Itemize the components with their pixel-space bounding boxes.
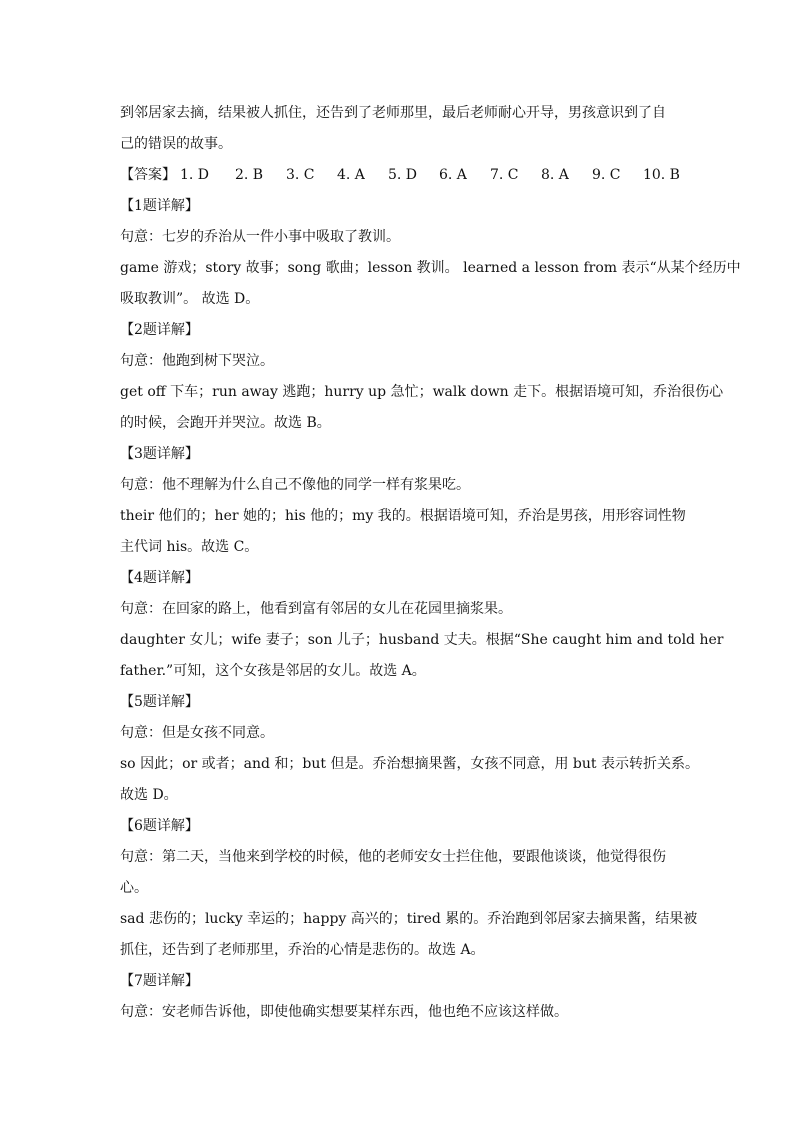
intro-line: 己的错误的故事。 <box>120 136 232 152</box>
section-title: 【2题详解】 <box>120 322 199 338</box>
answer-item: 4. A <box>336 167 365 183</box>
section-title: 【1题详解】 <box>120 198 199 214</box>
section-line: 句意：第二天，当他来到学校的时候，他的老师安女士拦住他，要跟他谈谈，他觉得很伤 <box>120 849 666 865</box>
answer-item: 7. C <box>489 167 519 183</box>
section-line: 心。 <box>120 880 148 896</box>
answer-item: 9. C <box>591 167 621 183</box>
section-line: 吸取教训”。 故选 D。 <box>120 291 260 307</box>
section-line: their 他们的；her 她的；his 他的；my 我的。根据语境可知，乔治是男孩，用形容词性物 <box>120 508 686 524</box>
section-line: 抓住，还告到了老师那里，乔治的心情是悲伤的。故选 A。 <box>120 942 485 958</box>
section-title: 【6题详解】 <box>120 818 199 834</box>
intro-line: 到邻居家去摘，结果被人抓住，还告到了老师那里，最后老师耐心开导，男孩意识到了自 <box>120 105 666 121</box>
answer-label: 【答案】 <box>120 167 176 183</box>
answer-item: 3. C <box>285 167 315 183</box>
section-line: 句意：七岁的乔治从一件小事中吸取了教训。 <box>120 229 400 245</box>
section-line: 故选 D。 <box>120 787 178 803</box>
section-title: 【7题详解】 <box>120 973 199 989</box>
answer-item: 8. A <box>540 167 569 183</box>
section-line: sad 悲伤的；lucky 幸运的；happy 高兴的；tired 累的。乔治跑到邻居家去摘果酱，结果被 <box>120 911 698 927</box>
answer-item: 5. D <box>387 167 417 183</box>
section-line: 的时候，会跑开并哭泣。故选 B。 <box>120 415 331 431</box>
section-line: 主代词 his。故选 C。 <box>120 539 259 555</box>
section-title: 【4题详解】 <box>120 570 199 586</box>
section-line: 句意：但是女孩不同意。 <box>120 725 274 741</box>
section-title: 【3题详解】 <box>120 446 199 462</box>
answer-item: 6. A <box>438 167 467 183</box>
section-line: daughter 女儿；wife 妻子；son 儿子；husband 丈夫。根据“She caught him and told her <box>120 632 724 648</box>
section-line: so 因此；or 或者；and 和；but 但是。乔治想摘果酱，女孩不同意，用 but 表示转折关系。 <box>120 756 699 772</box>
section-line: father.”可知，这个女孩是邻居的女儿。故选 A。 <box>120 663 426 679</box>
section-title: 【5题详解】 <box>120 694 199 710</box>
section-line: 句意：他跑到树下哭泣。 <box>120 353 274 369</box>
answer-item: 2. B <box>234 167 264 183</box>
section-line: 句意：安老师告诉他，即使他确实想要某样东西，他也绝不应该这样做。 <box>120 1004 568 1020</box>
answer-item: 1. D <box>180 167 210 183</box>
section-line: get off 下车；run away 逃跑；hurry up 急忙；walk down 走下。根据语境可知，乔治很伤心 <box>120 384 724 400</box>
section-line: 句意：在回家的路上，他看到富有邻居的女儿在花园里摘浆果。 <box>120 601 512 617</box>
answer-item: 10. B <box>642 167 680 183</box>
section-line: 句意：他不理解为什么自己不像他的同学一样有浆果吃。 <box>120 477 470 493</box>
document-body <box>120 98 741 1028</box>
section-line: game 游戏；story 故事；song 歌曲；lesson 教训。 learned a lesson from 表示“从某个经历中 <box>120 260 741 276</box>
answer-key <box>120 160 680 191</box>
